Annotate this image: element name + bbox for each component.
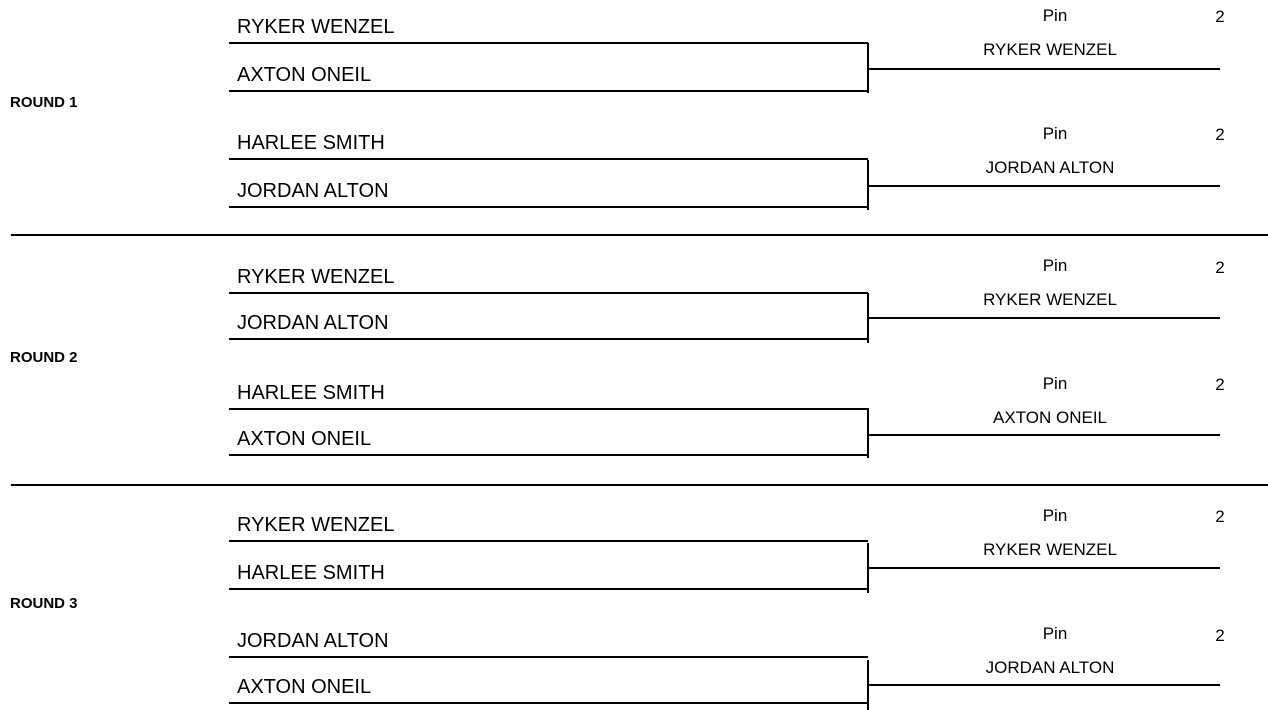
team-points: 2 <box>1215 7 1225 26</box>
result-type: Pin <box>1042 506 1068 525</box>
winner-name: RYKER WENZEL <box>983 540 1117 559</box>
result-type: Pin <box>1042 124 1068 143</box>
round-divider <box>11 234 1268 236</box>
result-type: Pin <box>1042 6 1068 25</box>
bracket-connector <box>867 408 869 458</box>
wrestler-top: HARLEE SMITH <box>229 132 868 160</box>
round-label: ROUND 3 <box>10 595 78 612</box>
team-points: 2 <box>1215 626 1225 645</box>
winner-name: RYKER WENZEL <box>983 290 1117 309</box>
winner-line <box>868 317 1220 319</box>
wrestler-bottom: AXTON ONEIL <box>229 428 868 456</box>
winner-name: AXTON ONEIL <box>993 408 1107 427</box>
result-type: Pin <box>1042 374 1068 393</box>
wrestler-top: RYKER WENZEL <box>229 16 868 44</box>
wrestler-top: RYKER WENZEL <box>229 266 868 294</box>
winner-line <box>868 68 1220 70</box>
wrestler-top: HARLEE SMITH <box>229 382 868 410</box>
wrestler-bottom: JORDAN ALTON <box>229 180 868 208</box>
wrestler-bottom: AXTON ONEIL <box>229 676 868 704</box>
winner-line <box>868 684 1220 686</box>
wrestler-bottom: AXTON ONEIL <box>229 64 868 92</box>
team-points: 2 <box>1215 375 1225 394</box>
result-type: Pin <box>1042 624 1068 643</box>
wrestler-top: RYKER WENZEL <box>229 514 868 542</box>
winner-line <box>868 185 1220 187</box>
winner-name: JORDAN ALTON <box>985 658 1115 677</box>
wrestler-top: JORDAN ALTON <box>229 630 868 658</box>
wrestler-bottom: JORDAN ALTON <box>229 312 868 340</box>
result-type: Pin <box>1042 256 1068 275</box>
winner-line <box>868 567 1220 569</box>
team-points: 2 <box>1215 258 1225 277</box>
wrestler-bottom: HARLEE SMITH <box>229 562 868 590</box>
team-points: 2 <box>1215 507 1225 526</box>
round-label: ROUND 2 <box>10 349 78 366</box>
winner-line <box>868 434 1220 436</box>
round-label: ROUND 1 <box>10 94 78 111</box>
team-points: 2 <box>1215 125 1225 144</box>
round-divider <box>11 484 1268 486</box>
winner-name: RYKER WENZEL <box>983 40 1117 59</box>
winner-name: JORDAN ALTON <box>985 158 1115 177</box>
